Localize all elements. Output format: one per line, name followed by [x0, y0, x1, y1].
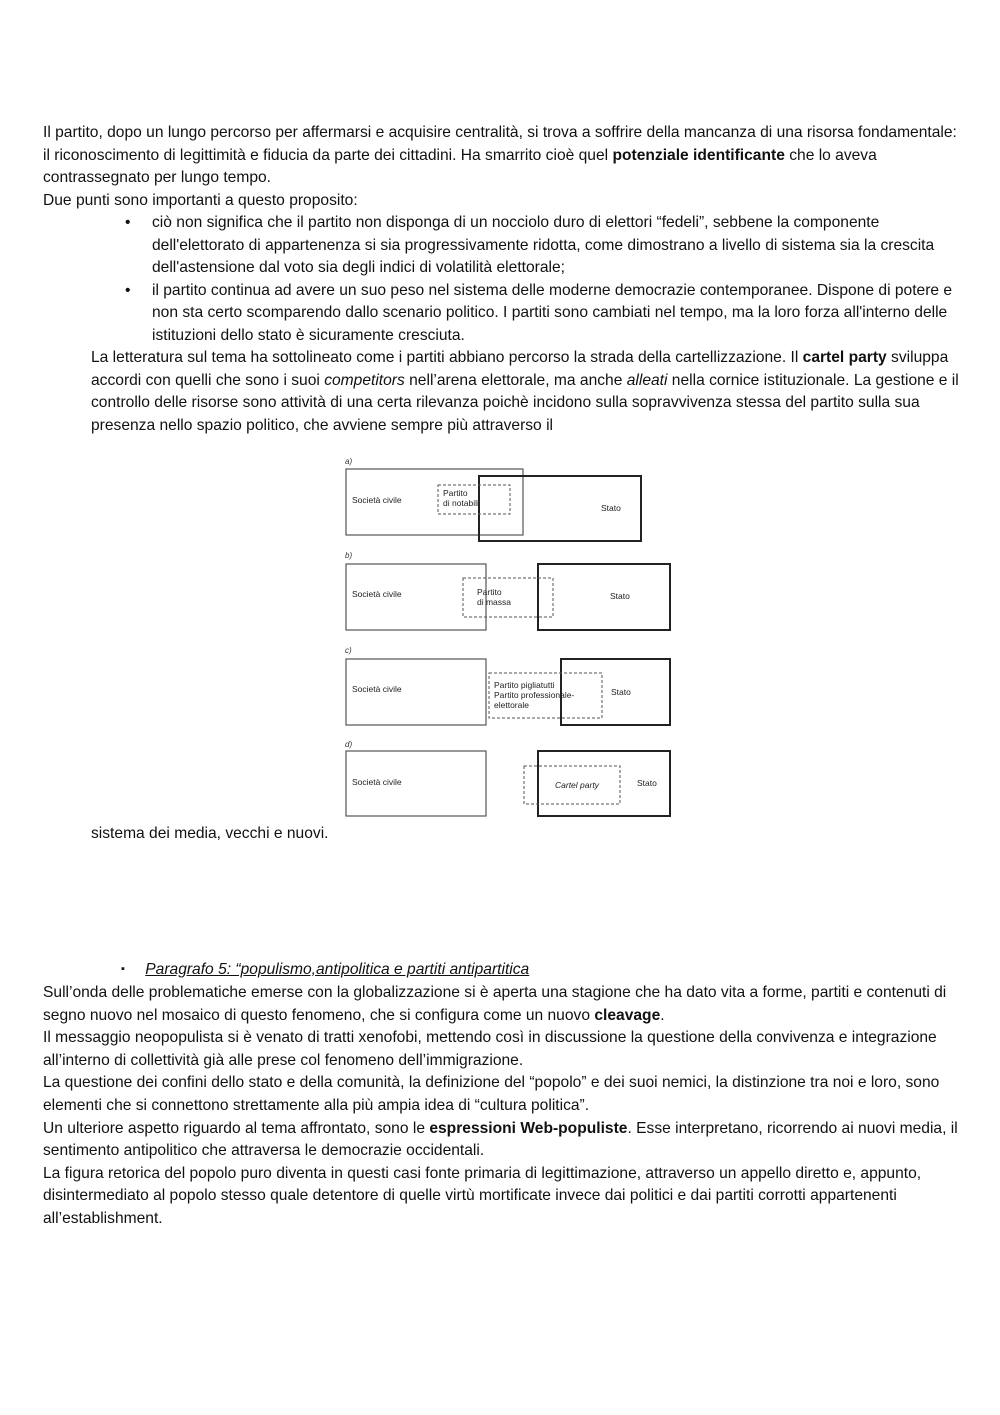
panel-letter: d) [345, 740, 353, 749]
bullet-text: ciò non significa che il partito non disponga di un nocciolo duro di elettori “fedeli”, sebbene la componente dell'elettorato di appartenenza si sia progressivamente ridotta, come dimostrano a livello di sistema sia la crescita dell'astensione dal voto sia degli indici di volatilità elettorale; [152, 214, 935, 277]
cartel-paragraph-end [91, 823, 963, 846]
state-label: Stato [611, 687, 631, 697]
cleavage-term: cleavage [594, 1006, 661, 1024]
populism-paragraph [43, 982, 963, 1027]
party-label: Partito [443, 488, 468, 498]
bullet-icon: • [125, 281, 131, 299]
party-label: di notabili [443, 498, 479, 508]
cartel-text: nell’arena elettorale, ma anche [404, 371, 627, 389]
bullet-item [125, 280, 962, 348]
bullet-item [125, 212, 962, 280]
populism-paragraph: La questione dei confini dello stato e della comunità, la definizione del “popolo” e dei suoi nemici, la distinzione tra noi e loro, sono elementi che si connettono strettamente alla più ampia idea di “cultura politica”. [43, 1074, 940, 1114]
bullet-text: il partito continua ad avere un suo peso nel sistema delle moderne democrazie contemporanee. Dispone di potere e non sta certo scomparendo dallo scenario politico. I partiti sono cambiati nel tempo, ma la loro forza all'interno delle istituzioni dello stato è sicuramente cresciuta. [152, 281, 953, 344]
figure-panel-a [345, 457, 641, 541]
cartel-text-end: sistema dei media, vecchi e nuovi. [91, 825, 329, 842]
state-label: Stato [601, 503, 621, 513]
section-heading [121, 959, 961, 983]
bullet-list [125, 212, 962, 348]
populism-paragraph: Il messaggio neopopulista si è venato di tratti xenofobi, mettendo così in discussione la questione della convivenza e integrazione all’interno di collettività già alle prese col fenomeno dell’immigrazione. [43, 1029, 937, 1069]
panel-letter: a) [345, 457, 353, 466]
party-label: Partito [477, 587, 502, 597]
competitors-term: competitors [324, 371, 405, 389]
cartel-party-term: cartel party [802, 349, 887, 366]
populism-text: . [660, 1006, 665, 1024]
civil-society-label: Società civile [352, 684, 402, 694]
cartel-paragraph [91, 347, 963, 437]
section-title: Paragrafo 5: “populismo,antipolitica e partiti antipartitica [145, 961, 530, 978]
intro-block [43, 122, 961, 212]
populism-text: Sull’onda delle problematiche emerse con la globalizzazione si è aperta una stagione che ha dato vita a forme, partiti e contenuti di segno nuovo nel mosaico di questo fenomeno, che si configura come un nuovo [43, 984, 947, 1024]
figure-panel-d [345, 740, 670, 816]
cartel-text: nella cornice istituzionale. La gestione e il controllo delle risorse sono attività di una certa rilevanza poichè incidono sulla sopravvivenza stessa del partito sulla sua presenza nello spazio politico, che avviene sempre più attraverso il [91, 371, 959, 434]
populism-text: . Esse interpretano, ricorrendo ai nuovi media, il sentimento antipolitico che attraversa le democrazie occidentali. [43, 1119, 958, 1160]
bullet-icon: • [125, 214, 131, 231]
alleati-term: alleati [626, 371, 668, 389]
civil-society-label: Società civile [352, 495, 402, 505]
civil-society-label: Società civile [352, 589, 402, 599]
cartel-text: La letteratura sul tema ha sottolineato come i partiti abbiano percorso la strada della cartellizzazione. Il [91, 349, 803, 366]
populism-block [43, 982, 963, 1231]
party-label: elettorale [494, 700, 529, 710]
party-models-figure [330, 452, 680, 824]
cartel-text: sviluppa accordi con quelli che sono i suoi [91, 349, 949, 389]
intro-bold-term: potenziale identificante [612, 146, 785, 164]
state-box [538, 564, 670, 630]
populism-paragraph: La figura retorica del popolo puro diventa in questi casi fonte primaria di legittimazione, attraverso un appello diretto e, appunto, disintermediato al popolo stesso quale detentore di quelle virtù mortificate invece dai politici e dai partiti corrotti appartenenti all’establishment. [43, 1164, 922, 1227]
intro-lead: Due punti sono importanti a questo proposito: [43, 191, 358, 209]
party-label: di massa [477, 597, 512, 607]
civil-society-label: Società civile [352, 777, 402, 787]
panel-letter: c) [345, 646, 352, 655]
figure-panel-c [345, 646, 670, 725]
party-label: Partito pigliatutti [494, 680, 555, 690]
panel-letter: b) [345, 551, 353, 560]
figure-panel-b [345, 551, 670, 630]
intro-paragraph [43, 122, 961, 190]
web-populist-term: espressioni Web-populiste [429, 1119, 628, 1137]
party-label: Cartel party [555, 780, 599, 790]
populism-paragraph [43, 1118, 963, 1163]
intro-text-end: che lo aveva contrassegnato per lungo tempo. [43, 146, 877, 187]
party-label: Partito professionale- [494, 690, 575, 700]
section-marker-icon: ▪ [121, 963, 125, 975]
populism-text: Un ulteriore aspetto riguardo al tema affrontato, sono le [43, 1119, 430, 1137]
state-label: Stato [637, 778, 657, 788]
intro-text: Il partito, dopo un lungo percorso per affermarsi e acquisire centralità, si trova a soffrire della mancanza di una risorsa fondamentale: il riconoscimento di legittimità e fiducia da parte dei cittadini. Ha smarrito cioè quel [43, 124, 957, 164]
state-label: Stato [610, 591, 630, 601]
